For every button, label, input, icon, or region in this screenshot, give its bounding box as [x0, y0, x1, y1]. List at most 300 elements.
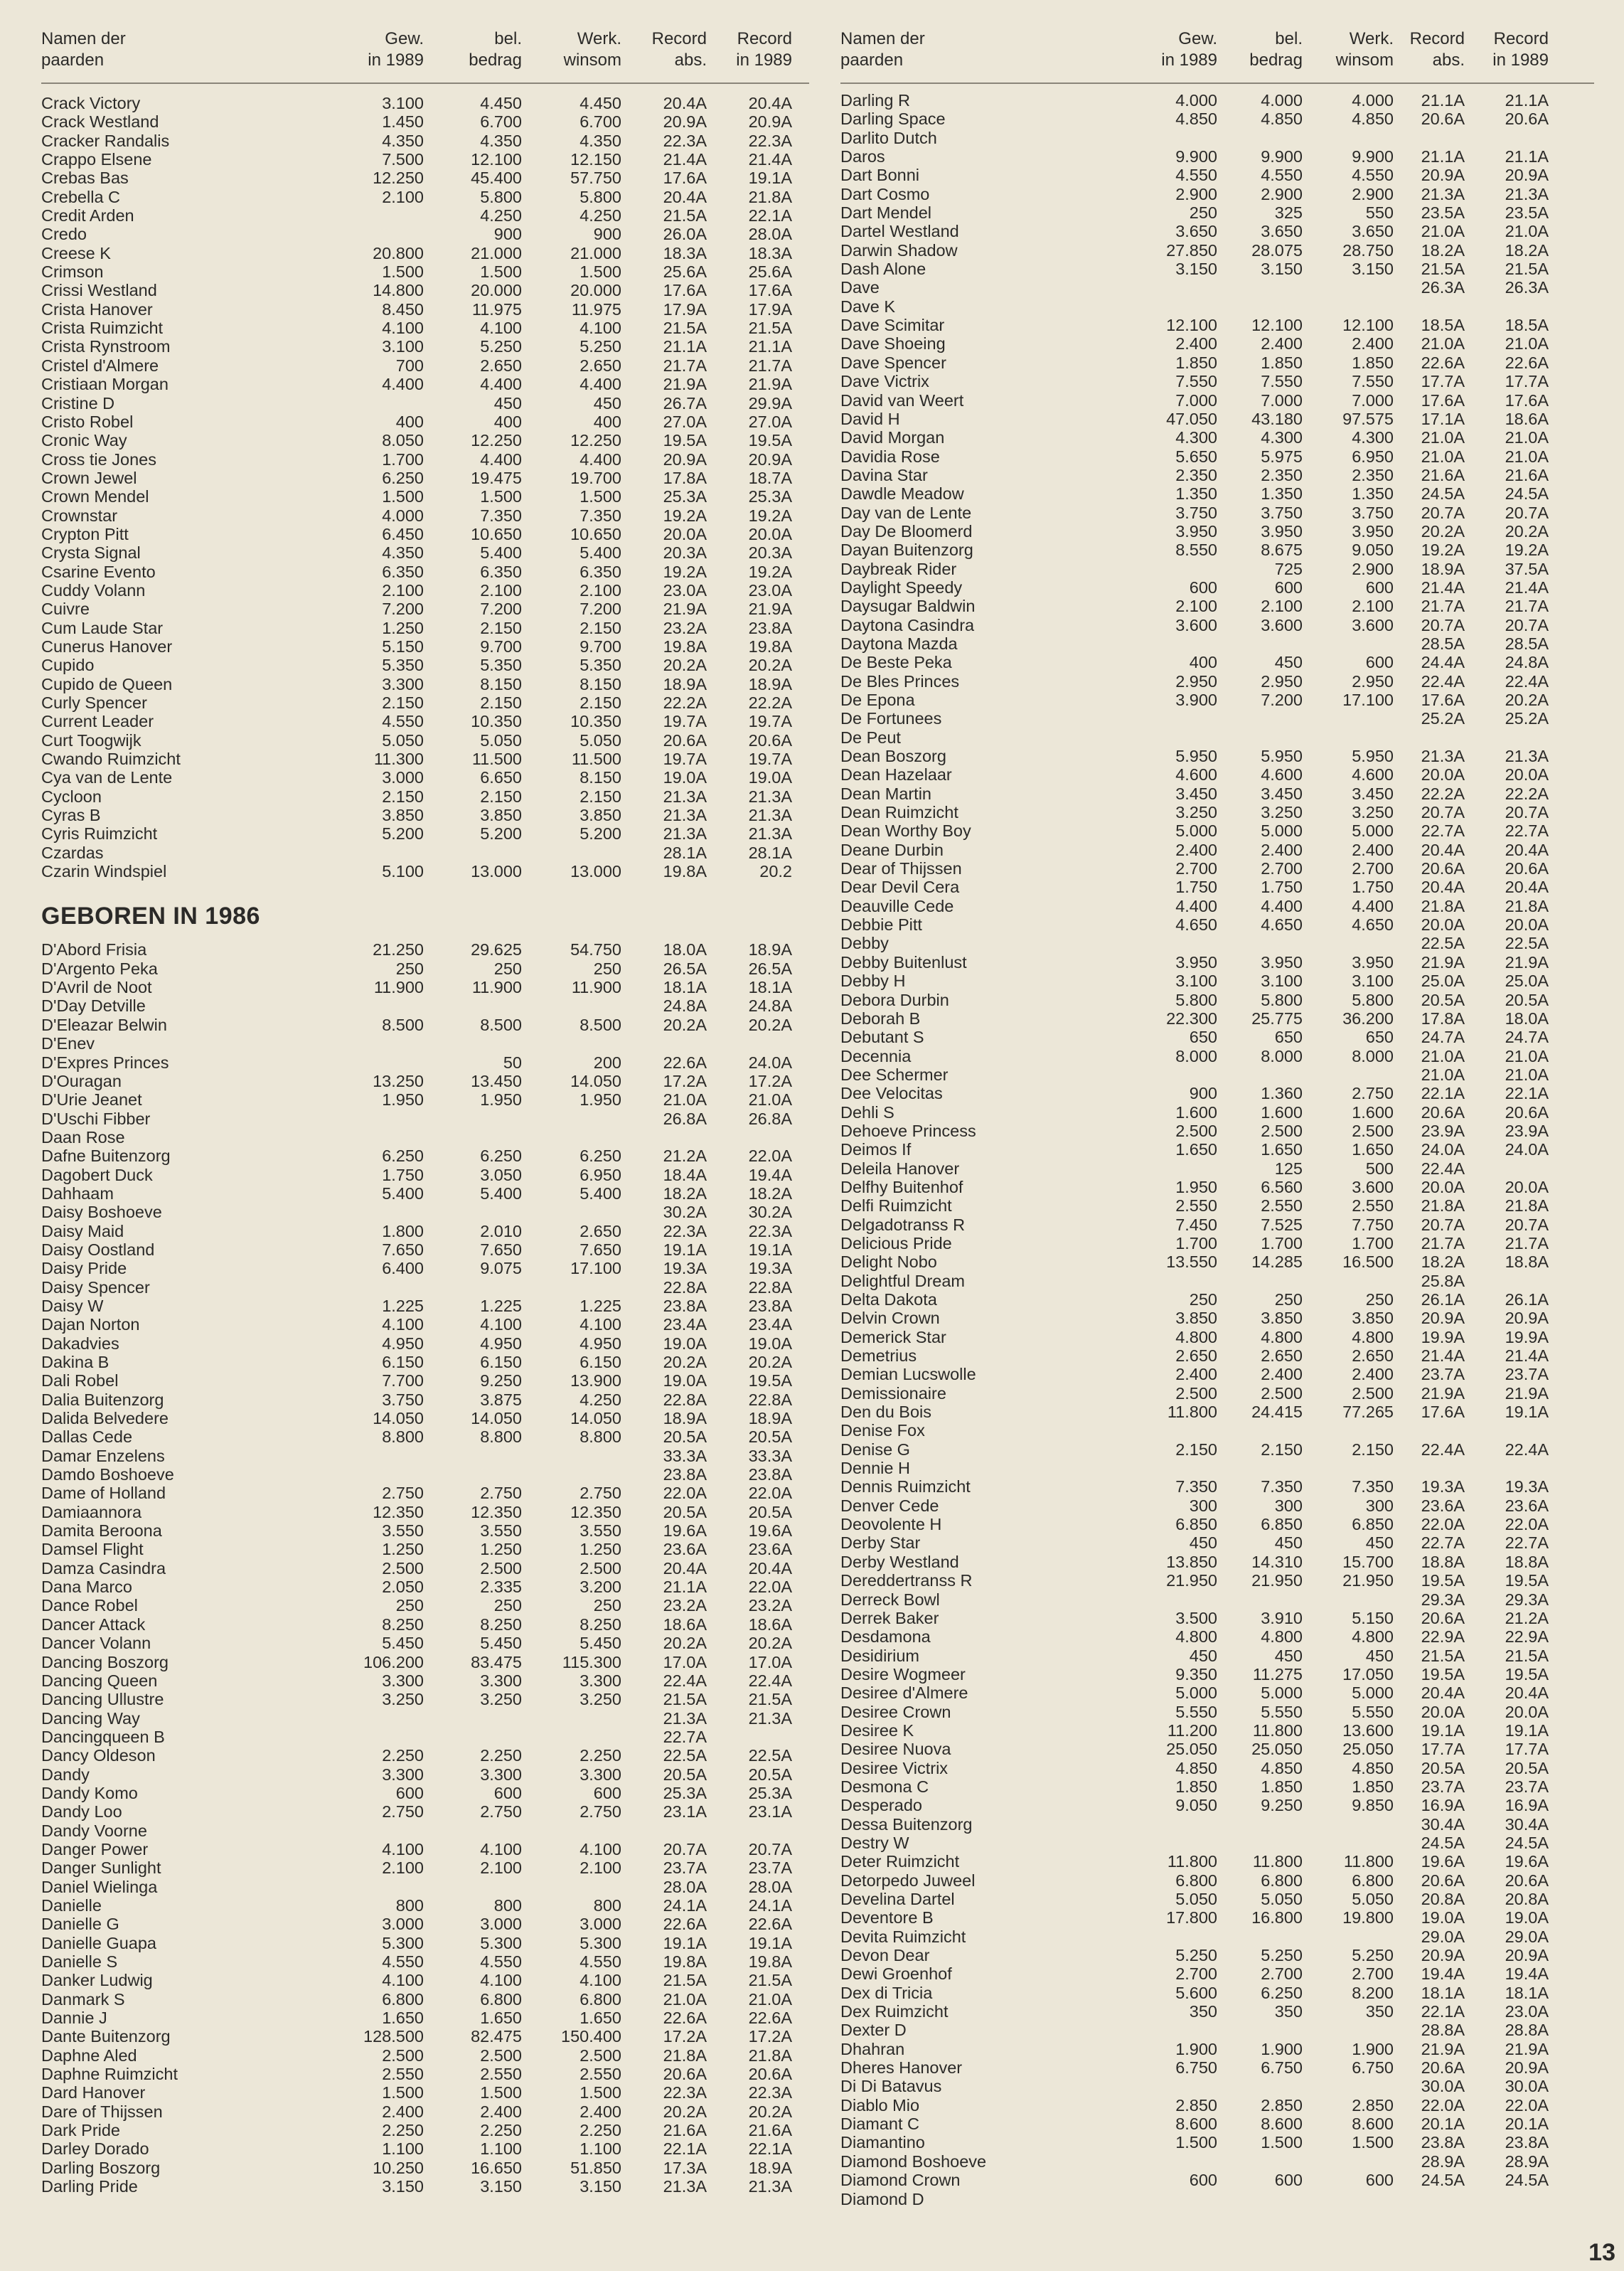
record-abs: 19.0A: [1421, 1908, 1465, 1927]
record-abs: 21.5A: [663, 1690, 707, 1709]
table-row: [41, 563, 809, 581]
bet-amount: 6.800: [480, 1989, 522, 2009]
horse-name: Daisy Pride: [41, 1259, 127, 1278]
wins-1989: 2.400: [1175, 840, 1217, 859]
record-abs: 21.3A: [1421, 184, 1465, 203]
record-1989: 26.3A: [1505, 278, 1549, 297]
record-abs: 18.9A: [663, 674, 707, 693]
bet-amount: 725: [1274, 559, 1303, 578]
table-row: [840, 634, 1594, 653]
horse-name: Dalia Buitenzorg: [41, 1390, 164, 1409]
record-1989: 21.3A: [748, 806, 792, 825]
record-1989: 23.6A: [1505, 1496, 1549, 1515]
record-abs: 22.1A: [1421, 2002, 1465, 2021]
horse-name: Deovolente H: [840, 1515, 942, 1534]
record-abs: 22.3A: [663, 131, 707, 150]
wins-1989: 250: [395, 1596, 424, 1615]
wins-1989: 2.400: [1175, 1365, 1217, 1384]
record-1989: 20.6A: [1505, 859, 1549, 878]
table-row: [41, 1427, 809, 1446]
horse-name: Dandy Loo: [41, 1802, 122, 1821]
record-abs: 20.4A: [663, 187, 707, 206]
horse-name: Deter Ruimzicht: [840, 1852, 960, 1871]
record-abs: 22.4A: [1421, 671, 1465, 691]
record-abs: 29.3A: [1421, 1590, 1465, 1609]
work-winnings: 6.950: [579, 1165, 621, 1184]
work-winnings: 4.850: [1352, 1758, 1394, 1777]
table-row: [840, 316, 1594, 334]
bet-amount: 82.475: [471, 2027, 522, 2046]
bet-amount: 3.100: [1261, 972, 1303, 991]
horse-name: Dalida Belvedere: [41, 1409, 169, 1428]
wins-1989: 800: [395, 1895, 424, 1915]
record-1989: 24.0A: [1505, 1140, 1549, 1159]
record-abs: 21.5A: [663, 1971, 707, 1990]
wins-1989: [333, 1203, 424, 1221]
work-winnings: 28.750: [1342, 240, 1394, 260]
table-row: [840, 241, 1594, 260]
record-abs: 21.5A: [663, 319, 707, 338]
record-1989: 24.5A: [1505, 1833, 1549, 1852]
table-row: [840, 1477, 1594, 1496]
record-1989: 22.2A: [1505, 784, 1549, 803]
bet-amount: [1217, 2152, 1303, 2171]
record-abs: 22.8A: [663, 1390, 707, 1409]
horse-name: Curly Spencer: [41, 693, 147, 712]
horse-name: Dahhaam: [41, 1184, 114, 1203]
left-table-top: [41, 94, 809, 881]
table-row: [41, 1578, 809, 1596]
record-1989: 20.7A: [1505, 803, 1549, 822]
wins-1989: 4.600: [1175, 765, 1217, 785]
table-row: [840, 2077, 1594, 2095]
work-winnings: 8.250: [579, 1615, 621, 1634]
wins-1989: 2.100: [1175, 597, 1217, 616]
bet-amount: 5.250: [1261, 1946, 1303, 1965]
table-row: [840, 1290, 1594, 1309]
record-1989: 20.2A: [748, 1634, 792, 1653]
wins-1989: 5.950: [1175, 747, 1217, 766]
table-row: [840, 1684, 1594, 1702]
bet-amount: [424, 1110, 522, 1128]
record-abs: [621, 1128, 707, 1147]
horse-name: Cupido: [41, 656, 95, 675]
bet-amount: 8.800: [480, 1427, 522, 1447]
table-row: [41, 787, 809, 806]
wins-1989: 2.100: [382, 1858, 424, 1878]
record-1989: 21.4A: [1505, 578, 1549, 597]
table-row: [840, 166, 1594, 184]
wins-1989: 10.250: [373, 2158, 424, 2177]
work-winnings: 7.000: [1352, 390, 1394, 410]
table-row: [41, 469, 809, 487]
table-row: [840, 1384, 1594, 1403]
wins-1989: 5.550: [1175, 1702, 1217, 1721]
work-winnings: 3.200: [579, 1578, 621, 1597]
work-winnings: 3.250: [579, 1690, 621, 1709]
table-row: [41, 2065, 809, 2083]
bet-amount: 8.250: [480, 1615, 522, 1634]
horse-name: Dafne Buitenzorg: [41, 1147, 171, 1166]
bet-amount: 24.415: [1251, 1403, 1303, 1422]
record-abs: 22.6A: [663, 1915, 707, 1934]
record-abs: 21.1A: [1421, 91, 1465, 110]
horse-name: Crack Victory: [41, 94, 141, 112]
table-row: [840, 2096, 1594, 2115]
horse-name: Debby H: [840, 972, 906, 991]
table-row: [840, 203, 1594, 222]
wins-1989: 9.900: [1175, 147, 1217, 166]
horse-name: Deane Durbin: [840, 840, 944, 859]
record-1989: 24.8A: [748, 996, 792, 1016]
bet-amount: 4.550: [480, 1952, 522, 1971]
record-1989: 22.5A: [748, 1746, 792, 1765]
work-winnings: 1.500: [579, 2083, 621, 2102]
record-abs: 20.7A: [1421, 503, 1465, 522]
table-row: [41, 1128, 809, 1147]
wins-1989: 1.900: [1175, 2039, 1217, 2058]
horse-name: Delight Nobo: [840, 1252, 937, 1272]
table-row: [41, 600, 809, 618]
bet-amount: 4.950: [480, 1334, 522, 1353]
record-1989: 21.0A: [748, 1989, 792, 2009]
horse-name: De Beste Peka: [840, 653, 952, 672]
work-winnings: 4.850: [1352, 110, 1394, 129]
work-winnings: [1303, 709, 1394, 728]
bet-amount: 28.075: [1251, 240, 1303, 260]
bet-amount: 1.250: [480, 1540, 522, 1559]
table-row: [840, 1852, 1594, 1871]
wins-1989: 3.750: [382, 1390, 424, 1409]
wins-1989: [1146, 129, 1217, 147]
table-row: [840, 1084, 1594, 1102]
record-abs: 23.8A: [663, 1465, 707, 1484]
record-abs: 21.2A: [663, 1147, 707, 1166]
horse-name: Davidia Rose: [840, 447, 940, 466]
table-row: [840, 447, 1594, 466]
wins-1989: 6.850: [1175, 1515, 1217, 1534]
record-abs: 19.2A: [663, 506, 707, 525]
record-abs: [1394, 728, 1465, 747]
record-abs: 21.9A: [1421, 1383, 1465, 1403]
work-winnings: 6.750: [1352, 2058, 1394, 2078]
bet-amount: 250: [493, 959, 522, 978]
record-1989: 21.0A: [1505, 428, 1549, 447]
record-abs: 22.6A: [663, 2009, 707, 2028]
header-horse-name: Namen der paarden: [840, 29, 925, 70]
work-winnings: 2.400: [1352, 840, 1394, 859]
wins-1989: 2.700: [1175, 1964, 1217, 1984]
work-winnings: 6.150: [579, 1353, 621, 1371]
bet-amount: 2.250: [480, 2121, 522, 2140]
horse-name: Devita Ruimzicht: [840, 1927, 966, 1946]
record-1989: 18.9A: [748, 674, 792, 693]
record-abs: 19.8A: [663, 1952, 707, 1971]
bet-amount: 3.910: [1261, 1608, 1303, 1627]
horse-name: Danger Sunlight: [41, 1858, 161, 1878]
bet-amount: 4.800: [1261, 1627, 1303, 1647]
bet-amount: [1217, 278, 1303, 297]
record-1989: [1465, 1421, 1549, 1440]
bet-amount: [424, 1878, 522, 1896]
record-abs: 20.6A: [1421, 1608, 1465, 1627]
record-abs: [1394, 2190, 1465, 2208]
wins-1989: 1.500: [382, 2083, 424, 2102]
wins-1989: 6.350: [382, 562, 424, 581]
work-winnings: 5.050: [1352, 1890, 1394, 1908]
table-row: [41, 1222, 809, 1240]
wins-1989: 4.850: [1175, 1758, 1217, 1777]
horse-name: Dance Robel: [41, 1596, 138, 1615]
record-abs: 25.8A: [1421, 1271, 1465, 1290]
record-1989: 23.4A: [748, 1315, 792, 1334]
horse-name: D'Avril de Noot: [41, 978, 152, 997]
bet-amount: 4.650: [1261, 915, 1303, 935]
work-winnings: 2.750: [1352, 1084, 1394, 1103]
horse-name: Daytona Mazda: [840, 634, 958, 653]
record-1989: 21.3A: [748, 1708, 792, 1728]
work-winnings: 5.550: [1352, 1702, 1394, 1721]
record-1989: 20.1A: [1505, 2115, 1549, 2134]
record-abs: 16.9A: [1421, 1796, 1465, 1815]
record-abs: 21.3A: [663, 824, 707, 844]
record-1989: 19.4A: [748, 1165, 792, 1184]
bet-amount: 1.500: [480, 2083, 522, 2102]
record-abs: 22.2A: [663, 693, 707, 712]
record-abs: 19.3A: [663, 1259, 707, 1278]
bet-amount: [424, 1278, 522, 1297]
table-row: [41, 1840, 809, 1858]
work-winnings: 1.600: [1352, 1102, 1394, 1122]
record-abs: 25.0A: [1421, 972, 1465, 991]
work-winnings: 2.950: [1352, 671, 1394, 691]
work-winnings: 5.450: [579, 1634, 621, 1653]
record-abs: 20.7A: [663, 1839, 707, 1858]
bet-amount: 13.000: [471, 862, 522, 881]
record-1989: 22.9A: [1505, 1627, 1549, 1647]
record-abs: 18.8A: [1421, 1552, 1465, 1571]
table-row: [41, 581, 809, 600]
record-1989: 20.0A: [1505, 915, 1549, 935]
horse-name: Czardas: [41, 843, 104, 862]
bet-amount: [424, 1034, 522, 1053]
table-row: [41, 2177, 809, 2196]
record-1989: 21.7A: [1505, 597, 1549, 616]
horse-name: Day van de Lente: [840, 503, 972, 522]
bet-amount: 8.600: [1261, 2115, 1303, 2134]
record-abs: 21.0A: [1421, 334, 1465, 353]
bet-amount: 7.350: [1261, 1477, 1303, 1496]
horse-name: Dancy Oldeson: [41, 1746, 156, 1765]
record-1989: 20.5A: [748, 1427, 792, 1447]
table-row: [840, 1047, 1594, 1065]
wins-1989: 3.150: [1175, 260, 1217, 279]
bet-amount: 2.500: [1261, 1121, 1303, 1140]
horse-name: Delvin Crown: [840, 1309, 940, 1328]
bet-amount: 6.560: [1261, 1177, 1303, 1196]
horse-name: Darley Dorado: [41, 2139, 149, 2159]
horse-name: Delta Dakota: [840, 1290, 937, 1309]
work-winnings: 150.400: [561, 2027, 621, 2046]
horse-name: Debbie Pitt: [840, 915, 922, 935]
record-1989: 21.8A: [1505, 896, 1549, 915]
work-winnings: [1303, 634, 1394, 653]
record-1989: 21.3A: [748, 787, 792, 806]
bet-amount: 6.150: [480, 1353, 522, 1371]
horse-name: Cyris Ruimzicht: [41, 824, 158, 844]
record-1989: 19.4A: [1505, 1964, 1549, 1984]
record-abs: 17.9A: [663, 299, 707, 319]
horse-name: Cupido de Queen: [41, 674, 173, 693]
table-row: [840, 1459, 1594, 1477]
wins-1989: 3.750: [1175, 503, 1217, 522]
bet-amount: 2.100: [480, 580, 522, 600]
record-abs: 28.9A: [1421, 2152, 1465, 2171]
record-abs: 25.6A: [663, 262, 707, 282]
record-1989: 18.5A: [1505, 316, 1549, 335]
bet-amount: [424, 1447, 522, 1465]
wins-1989: 1.500: [1175, 2133, 1217, 2152]
bet-amount: 1.750: [1261, 878, 1303, 897]
record-abs: 18.2A: [1421, 240, 1465, 260]
wins-1989: [1146, 934, 1217, 952]
table-row: [41, 844, 809, 862]
bet-amount: [1217, 2190, 1303, 2208]
record-1989: 23.8A: [1505, 2133, 1549, 2152]
horse-name: Dancing Queen: [41, 1671, 158, 1690]
wins-1989: 8.500: [382, 1015, 424, 1034]
record-1989: 20.6A: [1505, 1102, 1549, 1122]
work-winnings: 7.350: [1352, 1477, 1394, 1496]
horse-name: Detorpedo Juweel: [840, 1871, 976, 1890]
bet-amount: 3.250: [1261, 803, 1303, 822]
horse-name: Develina Dartel: [840, 1890, 955, 1908]
wins-1989: [333, 1465, 424, 1484]
record-abs: 19.5A: [1421, 1571, 1465, 1590]
bet-amount: 7.350: [480, 506, 522, 525]
work-winnings: 5.250: [579, 337, 621, 356]
record-abs: 23.9A: [1421, 1121, 1465, 1140]
table-row: [41, 862, 809, 881]
work-winnings: 2.500: [1352, 1121, 1394, 1140]
work-winnings: 2.100: [579, 580, 621, 600]
record-1989: 19.5A: [748, 431, 792, 450]
work-winnings: 11.975: [571, 299, 621, 319]
record-abs: 19.1A: [663, 1933, 707, 1952]
record-1989: 22.0A: [1505, 2095, 1549, 2115]
bet-amount: 350: [1274, 2002, 1303, 2021]
record-1989: 20.4A: [748, 94, 792, 112]
horse-name: D'Eleazar Belwin: [41, 1015, 167, 1034]
wins-1989: 21.950: [1166, 1571, 1217, 1590]
work-winnings: 1.950: [579, 1090, 621, 1110]
record-1989: 20.7A: [1505, 503, 1549, 522]
bet-amount: 2.335: [480, 1578, 522, 1597]
horse-name: Denise G: [840, 1440, 910, 1459]
work-winnings: 3.300: [579, 1765, 621, 1784]
horse-name: Creese K: [41, 243, 111, 262]
wins-1989: [1146, 1815, 1217, 1834]
work-winnings: 12.150: [570, 150, 621, 169]
table-row: [41, 806, 809, 824]
wins-1989: [333, 1709, 424, 1728]
bet-amount: 9.250: [1261, 1796, 1303, 1815]
horse-name: Crista Ruimzicht: [41, 319, 164, 338]
record-abs: 21.3A: [663, 1708, 707, 1728]
work-winnings: 2.500: [1352, 1383, 1394, 1403]
horse-name: Demetrius: [840, 1346, 917, 1366]
wins-1989: [1146, 1065, 1217, 1084]
record-1989: 23.8A: [748, 1465, 792, 1484]
wins-1989: 3.150: [382, 2177, 424, 2196]
header-bet-amount: bel. bedrag: [1249, 29, 1303, 70]
wins-1989: 4.300: [1175, 428, 1217, 447]
record-abs: 30.0A: [1421, 2077, 1465, 2096]
wins-1989: 11.800: [1167, 1852, 1217, 1871]
work-winnings: 4.950: [579, 1334, 621, 1353]
bet-amount: 8.000: [1261, 1046, 1303, 1065]
work-winnings: 2.500: [579, 2046, 621, 2065]
record-1989: 19.0A: [748, 768, 792, 787]
wins-1989: 4.850: [1175, 110, 1217, 129]
wins-1989: 6.800: [1175, 1871, 1217, 1890]
record-1989: 21.5A: [748, 1690, 792, 1709]
page-number: 13: [1588, 2239, 1615, 2266]
record-abs: 23.7A: [1421, 1365, 1465, 1384]
work-winnings: 3.850: [1352, 1309, 1394, 1328]
wins-1989: 3.950: [1175, 521, 1217, 541]
bet-amount: 4.400: [480, 375, 522, 394]
horse-name: Darling R: [840, 91, 910, 110]
bet-amount: 11.500: [471, 750, 522, 769]
wins-1989: 2.700: [1175, 859, 1217, 878]
bet-amount: 2.350: [1261, 465, 1303, 484]
horse-name: Daphne Aled: [41, 2046, 137, 2065]
table-row: [840, 185, 1594, 203]
table-row: [41, 1858, 809, 1877]
record-abs: 21.3A: [663, 806, 707, 825]
horse-name: Derby Star: [840, 1533, 921, 1553]
wins-1989: 8.000: [1175, 1046, 1217, 1065]
horse-name: Daphne Ruimzicht: [41, 2065, 178, 2084]
work-winnings: 5.800: [1352, 990, 1394, 1009]
horse-name: Daros: [840, 147, 885, 166]
bet-amount: [424, 996, 522, 1015]
record-abs: 21.3A: [663, 2177, 707, 2196]
wins-1989: 3.600: [1175, 615, 1217, 634]
table-row: [41, 750, 809, 768]
table-row: [840, 765, 1594, 784]
record-1989: 21.3A: [1505, 184, 1549, 203]
work-winnings: 3.600: [1352, 615, 1394, 634]
record-abs: 22.3A: [663, 1221, 707, 1240]
bet-amount: 5.400: [480, 1184, 522, 1203]
table-row: [41, 1166, 809, 1184]
work-winnings: [1303, 1272, 1394, 1290]
bet-amount: 5.200: [480, 824, 522, 844]
record-1989: 19.5A: [1505, 1571, 1549, 1590]
wins-1989: 6.750: [1175, 2058, 1217, 2078]
record-abs: 22.0A: [663, 1484, 707, 1503]
table-row: [840, 2021, 1594, 2039]
bet-amount: 450: [1274, 653, 1303, 672]
bet-amount: 325: [1274, 203, 1303, 223]
record-1989: 20.2A: [1505, 521, 1549, 541]
work-winnings: [1303, 2077, 1394, 2095]
horse-name: Dakadvies: [41, 1334, 119, 1353]
work-winnings: 2.550: [1352, 1196, 1394, 1216]
table-row: [840, 1721, 1594, 1740]
